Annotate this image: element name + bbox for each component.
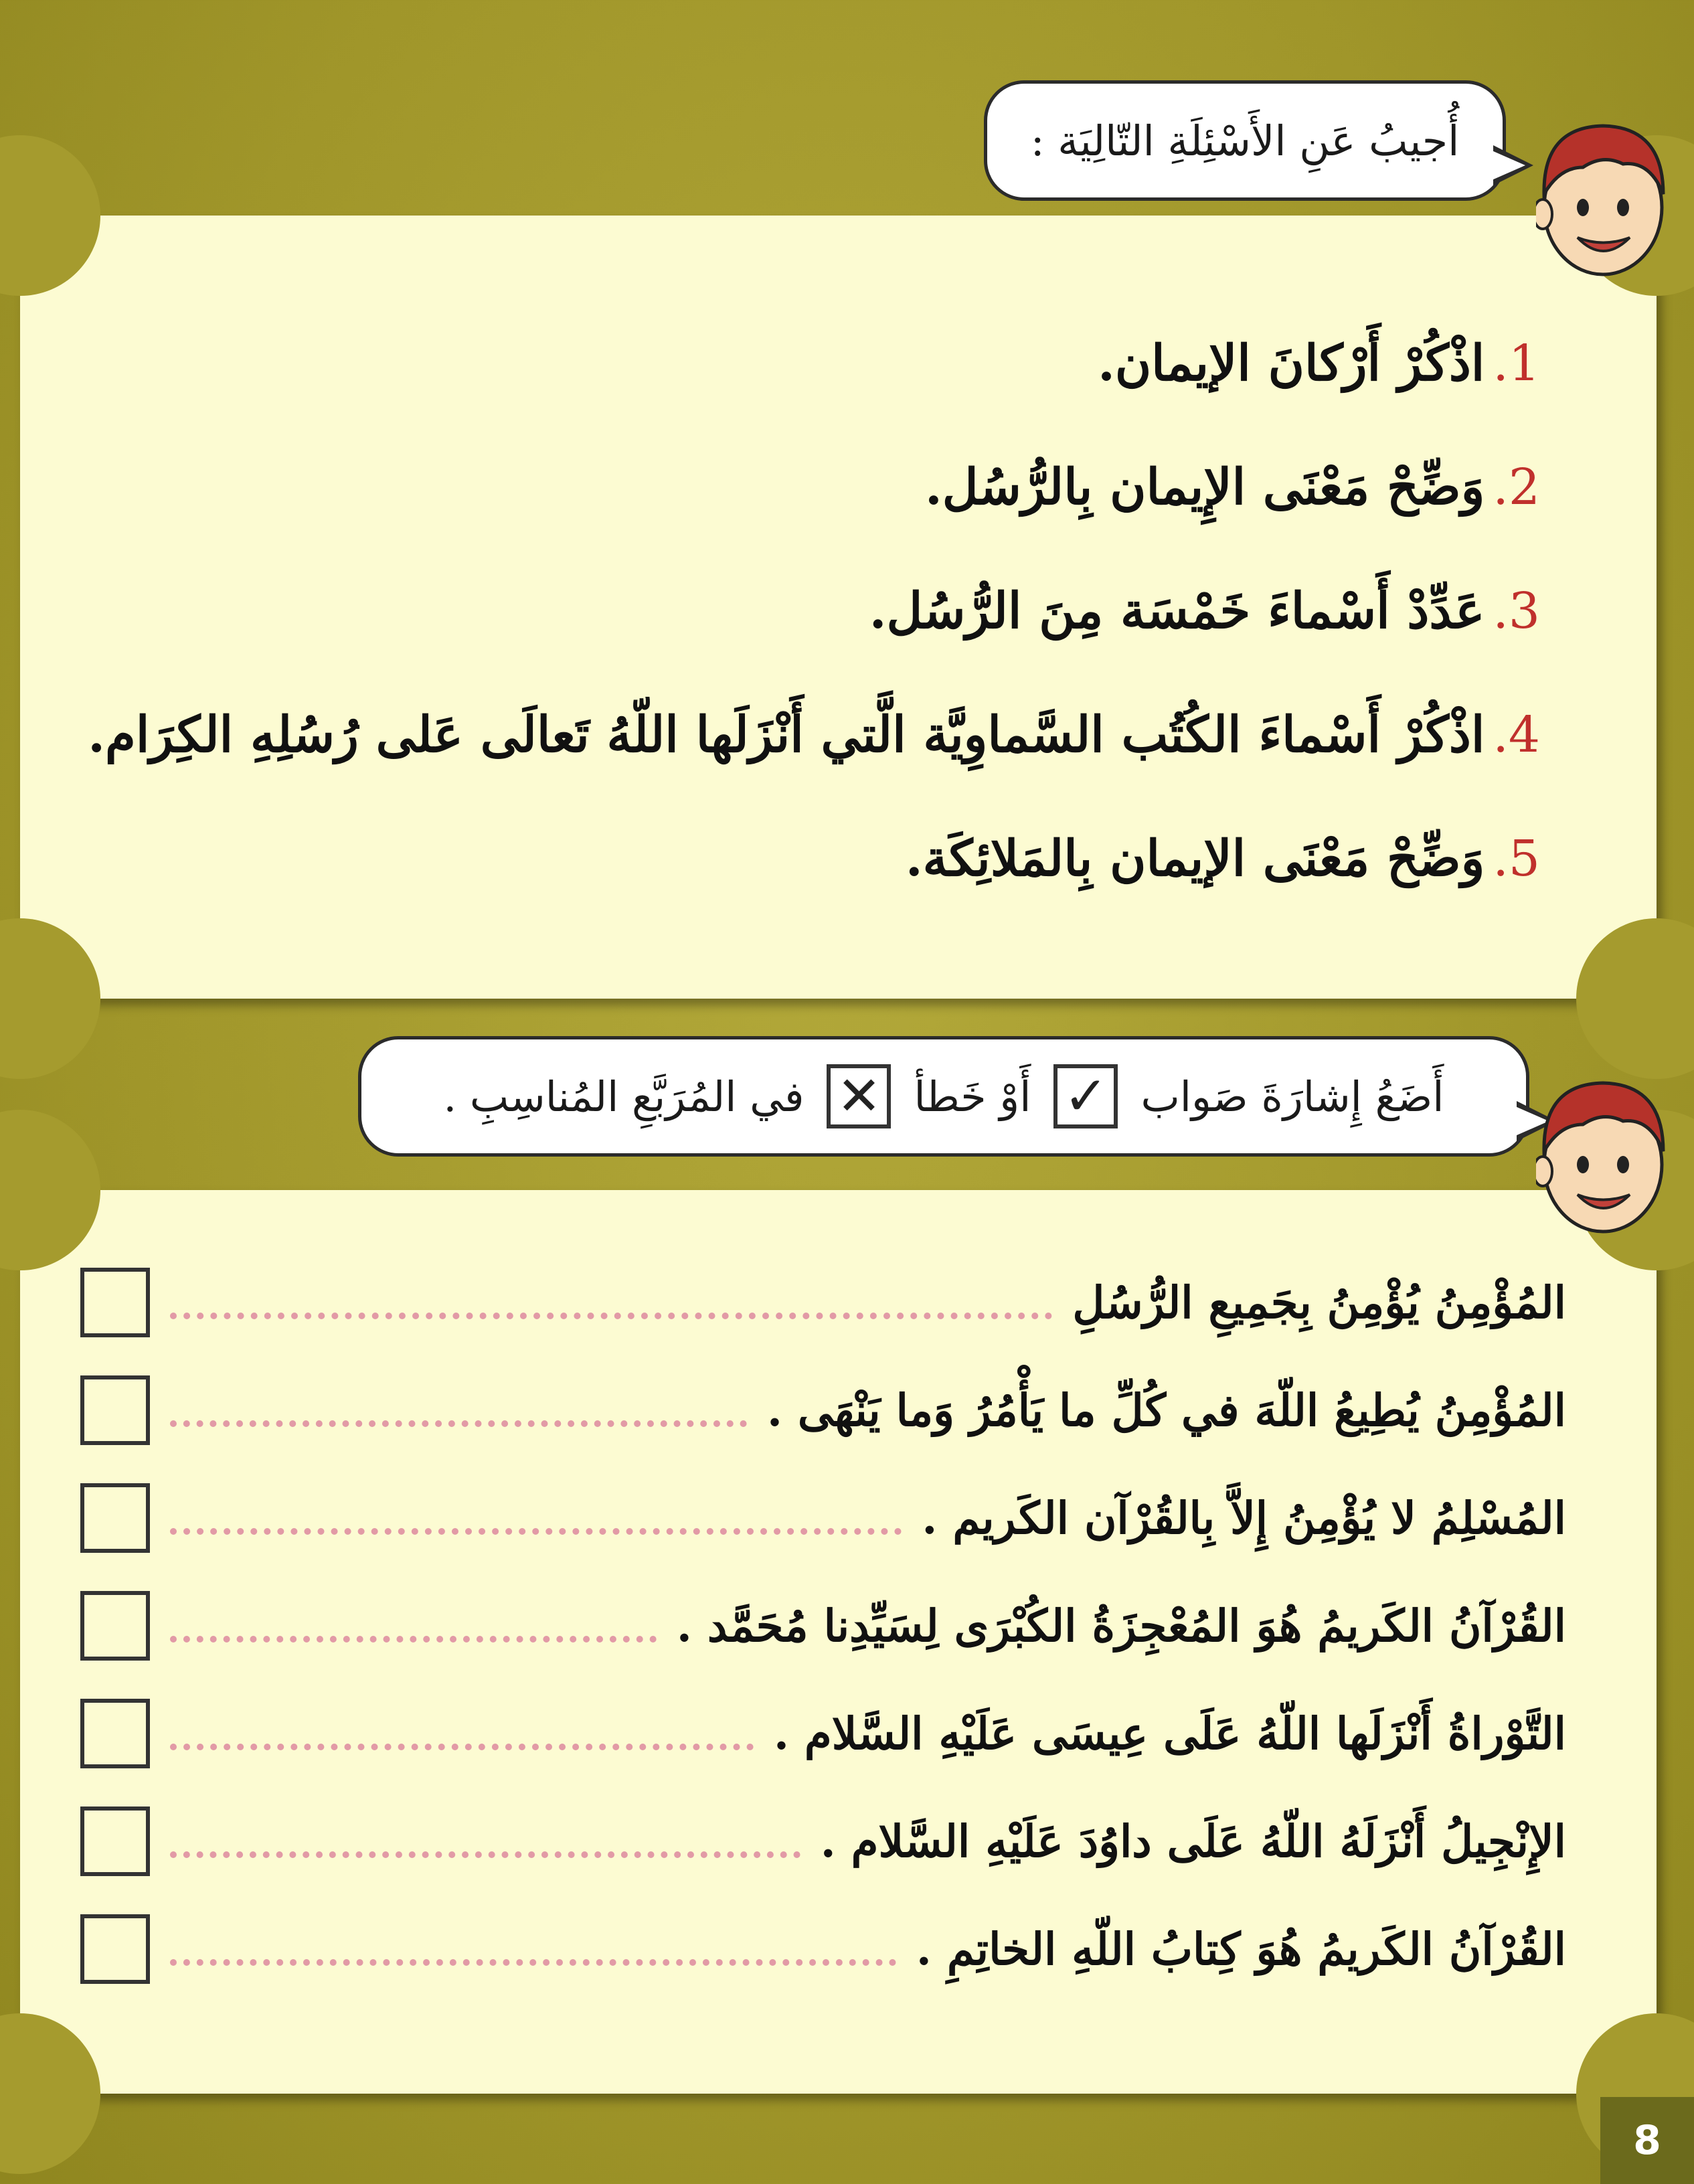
answer-checkbox[interactable] — [80, 1483, 150, 1553]
question-number: 4. — [1493, 705, 1540, 764]
card-corner-notch — [0, 918, 100, 1079]
statement-row — [80, 1464, 1566, 1572]
answer-checkbox[interactable] — [80, 1807, 150, 1876]
statement-row — [80, 1356, 1566, 1464]
dotted-line — [170, 1851, 800, 1858]
card-corner-notch — [1576, 918, 1694, 1079]
statement-row — [80, 1248, 1566, 1356]
instruction-text: أُجيبُ عَنِ الأَسْئِلَةِ التّالِيَة : — [1030, 116, 1460, 165]
question-number: 2. — [1493, 458, 1540, 516]
question-text: عَدِّدْ أَسْماءَ خَمْسَة مِنَ الرُّسُل. — [869, 582, 1485, 640]
dotted-line — [170, 1528, 902, 1535]
statement-row — [80, 1787, 1566, 1895]
instruction-bubble-questions — [984, 80, 1506, 201]
boy-character-icon — [1536, 1071, 1670, 1238]
question-item — [34, 425, 1540, 549]
statement-text: المُؤْمِنُ يُؤْمِنُ بِجَمِيعِ الرُّسُلِ — [1072, 1276, 1566, 1329]
question-number: 3. — [1493, 582, 1540, 640]
question-number: 1. — [1493, 334, 1540, 392]
card-corner-notch — [0, 135, 100, 296]
page-number: 8 — [1600, 2097, 1694, 2184]
statement-row — [80, 1895, 1566, 2003]
card-corner-notch — [0, 1110, 100, 1270]
question-text: وَضِّحْ مَعْنَى الإيمان بِالمَلائِكَة. — [905, 829, 1485, 888]
question-item — [34, 796, 1540, 920]
dotted-line — [170, 1744, 754, 1750]
statement-text: المُسْلِمُ لا يُؤْمِنُ إِلاَّ بِالقُرْآن الكَريم . — [922, 1491, 1566, 1544]
answer-checkbox[interactable] — [80, 1591, 150, 1661]
statement-row — [80, 1679, 1566, 1787]
answer-checkbox[interactable] — [80, 1914, 150, 1984]
answer-checkbox[interactable] — [80, 1699, 150, 1768]
instruction-text-part2: أَوْ خَطأ — [914, 1072, 1031, 1121]
statement-text: القُرْآنُ الكَريمُ هُوَ المُعْجِزَةُ الكُبْرَى لِسَيِّدِنا مُحَمَّد . — [676, 1599, 1566, 1652]
dotted-line — [170, 1959, 896, 1966]
question-item — [34, 549, 1540, 673]
question-text: وَضِّحْ مَعْنَى الإِيمان بِالرُّسُل. — [925, 458, 1485, 516]
question-text: اذْكُرْ أَرْكانَ الإيمان. — [1098, 334, 1485, 392]
statement-row — [80, 1572, 1566, 1679]
check-mark-icon: ✓ — [1053, 1064, 1118, 1128]
dotted-line — [170, 1420, 747, 1427]
question-item — [34, 301, 1540, 425]
question-item — [34, 673, 1540, 796]
questions-list — [34, 301, 1540, 920]
statement-text: الإِنْجِيلُ أَنْزَلَهُ اللّهُ عَلَى داوُدَ عَلَيْهِ السَّلام . — [820, 1815, 1566, 1867]
cross-mark-icon: ✕ — [827, 1064, 891, 1128]
instruction-text-part3: في المُرَبَّعِ المُناسِبِ . — [443, 1072, 804, 1121]
statement-text: القُرْآنُ الكَريمُ هُوَ كِتابُ اللّهِ الخاتِمِ . — [916, 1922, 1566, 1975]
dotted-line — [170, 1313, 1052, 1319]
instruction-text-part1: أَضَعُ إِشارَةَ صَواب — [1140, 1072, 1444, 1121]
answer-checkbox[interactable] — [80, 1375, 150, 1445]
question-text: اذْكُرْ أَسْماءَ الكُتُب السَّماوِيَّة الَّتي أَنْزَلَها اللّهُ تَعالَى عَلى رُسُلِهِ الكِرَام. — [88, 705, 1485, 764]
question-number: 5. — [1493, 829, 1540, 888]
dotted-line — [170, 1636, 657, 1643]
boy-character-icon — [1536, 114, 1670, 281]
card-corner-notch — [0, 2013, 100, 2174]
statement-text: المُؤْمِنُ يُطِيعُ اللّهَ في كُلِّ ما يَأْمُرُ وَما يَنْهَى . — [766, 1383, 1566, 1436]
statement-text: التَّوْراةُ أَنْزَلَها اللّهُ عَلَى عِيسَى عَلَيْهِ السَّلام . — [773, 1707, 1566, 1760]
answer-checkbox[interactable] — [80, 1268, 150, 1337]
bubble-tail — [1493, 145, 1533, 185]
true-false-list — [80, 1248, 1566, 2003]
instruction-bubble-true-false — [358, 1036, 1529, 1157]
